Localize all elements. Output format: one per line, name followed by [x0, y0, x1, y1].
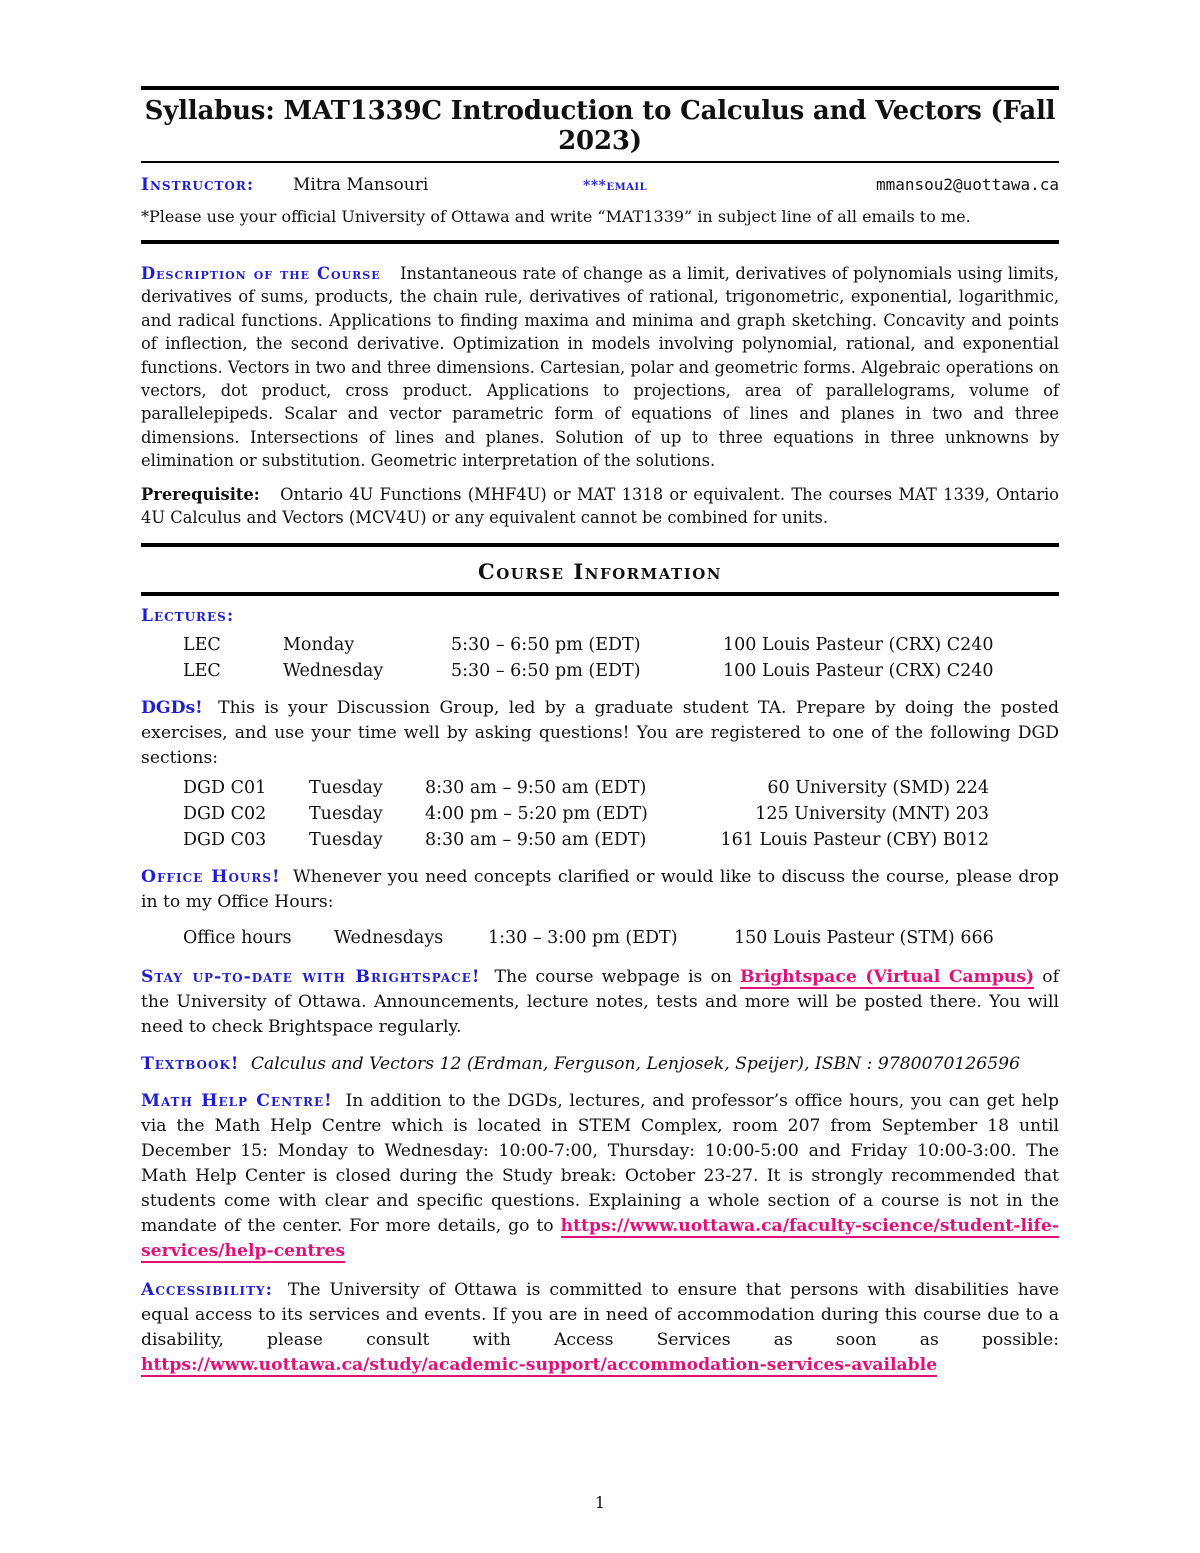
table-row [183, 632, 994, 658]
brightspace-text-after: of the University of Ottawa. Announcements, lecture notes, tests and more will be posted there. You will need to check Brightspace regularly. [141, 967, 1059, 1038]
dgd-day: Tuesday [309, 830, 383, 851]
description-text: Instantaneous rate of change as a limit, derivatives of polynomials using limits, derivatives of sums, products, the chain rule, derivatives of rational, trigonometric, exponential, logarithmic, and radical functions. Applications to finding maxima and minima and graph sketching. Concavity and points of inflection, the second derivative. Optimization in models involving polynomial, rational, and exponential functions. Vectors in two and three dimensions. Cartesian, polar and geometric forms. Algebraic operations on vectors, dot product, cross product. Applications to projections, area of parallelograms, volume of parallelepipeds. Scalar and vector parametric form of equations of lines and planes in two and three dimensions. Intersections of lines and planes. Solution of up to three equations in three unknowns by elimination or substitution. Geometric interpretation of the solutions. [141, 264, 1059, 471]
page-title: Syllabus: MAT1339C Introduction to Calculus and Vectors (Fall 2023) [144, 96, 1056, 156]
dgd-day: Tuesday [309, 804, 383, 825]
dgd-time: 4:00 pm – 5:20 pm (EDT) [425, 804, 648, 825]
dgd-time: 8:30 am – 9:50 am (EDT) [425, 778, 647, 799]
brightspace-label: Stay up-to-date with Brightspace! [141, 967, 481, 988]
dgd-room: 125 University (MNT) 203 [755, 804, 989, 825]
email-note: *Please use your official University of Ottawa and write “MAT1339” in subject line of all emails to me. [141, 207, 971, 226]
office-hours-day: Wednesdays [334, 928, 444, 949]
dgd-table [183, 775, 989, 853]
lecture-type: LEC [183, 661, 221, 682]
lecture-room: 100 Louis Pasteur (CRX) C240 [723, 661, 994, 682]
instructor-row [141, 175, 1059, 195]
description-label: Description of the Course [141, 264, 381, 283]
lecture-type: LEC [183, 635, 221, 656]
office-hours-time: 1:30 – 3:00 pm (EDT) [488, 928, 678, 949]
dgd-text: This is your Discussion Group, led by a graduate student TA. Prepare by doing the posted exercises, and use your time well by asking questions! You are registered to one of the following DGD sections: [141, 698, 1059, 769]
lecture-time: 5:30 – 6:50 pm (EDT) [451, 635, 641, 656]
help-centres-link[interactable]: https://www.uottawa.ca/faculty-science/student-life-services/help-centres [141, 1216, 1059, 1262]
office-hours-section [141, 865, 1059, 915]
office-hours-label: Office Hours! [141, 867, 281, 888]
math-help-section [141, 1089, 1059, 1264]
prerequisite [141, 483, 1059, 530]
table-row [183, 801, 989, 827]
dgd-code: DGD C01 [183, 778, 267, 799]
office-hours-text: Whenever you need concepts clarified or would like to discuss the course, please drop in to my Office Hours: [141, 867, 1059, 913]
accessibility-label: Accessibility: [141, 1280, 273, 1301]
accessibility-section [141, 1278, 1059, 1378]
course-description [141, 262, 1059, 473]
office-hours-table [183, 925, 994, 951]
dgd-code: DGD C02 [183, 804, 267, 825]
email-label: ***email [583, 178, 648, 194]
page-number: 1 [594, 1493, 606, 1512]
lectures-label: Lectures: [141, 606, 235, 627]
textbook-label: Textbook! [141, 1054, 240, 1075]
instructor-name: Mitra Mansouri [293, 175, 429, 195]
dgd-section [141, 696, 1059, 771]
instructor-email[interactable]: mmansou2@uottawa.ca [875, 175, 1059, 194]
brightspace-link[interactable]: Brightspace (Virtual Campus) [739, 967, 1035, 988]
dgd-code: DGD C03 [183, 830, 267, 851]
table-row [183, 827, 989, 853]
dgd-room: 60 University (SMD) 224 [767, 778, 989, 799]
section-rule [141, 240, 1059, 244]
lecture-day: Monday [283, 635, 355, 656]
math-help-label: Math Help Centre! [141, 1091, 333, 1112]
dgd-time: 8:30 am – 9:50 am (EDT) [425, 830, 647, 851]
dgd-day: Tuesday [309, 778, 383, 799]
office-hours-room: 150 Louis Pasteur (STM) 666 [734, 928, 994, 949]
instructor-label: Instructor: [141, 175, 255, 195]
table-row [183, 658, 994, 684]
lecture-room: 100 Louis Pasteur (CRX) C240 [723, 635, 994, 656]
prerequisite-text: Ontario 4U Functions (MHF4U) or MAT 1318 or equivalent. The courses MAT 1339, Ontario 4U Calculus and Vectors (MCV4U) or any equivalent cannot be combined for units. [141, 484, 1059, 528]
textbook-section [141, 1052, 1059, 1077]
office-hours-row-label: Office hours [183, 928, 292, 949]
table-row [183, 925, 994, 951]
course-info-title: Course Information [478, 559, 722, 585]
dgd-label: DGDs! [141, 698, 203, 719]
dgd-room: 161 Louis Pasteur (CBY) B012 [720, 830, 989, 851]
title-rule [141, 161, 1059, 163]
accommodation-link[interactable]: https://www.uottawa.ca/study/academic-support/accommodation-services-available [141, 1355, 938, 1376]
lecture-time: 5:30 – 6:50 pm (EDT) [451, 661, 641, 682]
syllabus-page [141, 86, 1059, 1378]
math-help-text: In addition to the DGDs, lectures, and professor’s office hours, you can get help via the Math Help Centre which is located in STEM Complex, room 207 from September 18 until December 15: Monday to Wednesday: 10:00-7:00, Thursday: 10:00-5:00 and Friday 10:00-3:00. The Math Help Center is closed during the Study break: October 23-27. It is strongly recommended that students come with clear and specific questions. Explaining a whole section of a course is not in the mandate of the center. For more details, go to [141, 1091, 1060, 1237]
lectures-table [183, 632, 994, 684]
textbook-text: Calculus and Vectors 12 (Erdman, Ferguson, Lenjosek, Speijer), ISBN : 9780070126596 [250, 1054, 1021, 1075]
brightspace-section [141, 965, 1059, 1040]
prerequisite-label: Prerequisite: [141, 484, 260, 504]
brightspace-text-before: The course webpage is on [494, 967, 732, 988]
lecture-day: Wednesday [283, 661, 384, 682]
table-row [183, 775, 989, 801]
course-info-bottom-rule [141, 592, 1059, 596]
accessibility-text: The University of Ottawa is committed to ensure that persons with disabilities have equal access to its services and events. If you are in need of accommodation during this course due to a disability, please consult with Access Services as soon as possible: [141, 1280, 1059, 1351]
